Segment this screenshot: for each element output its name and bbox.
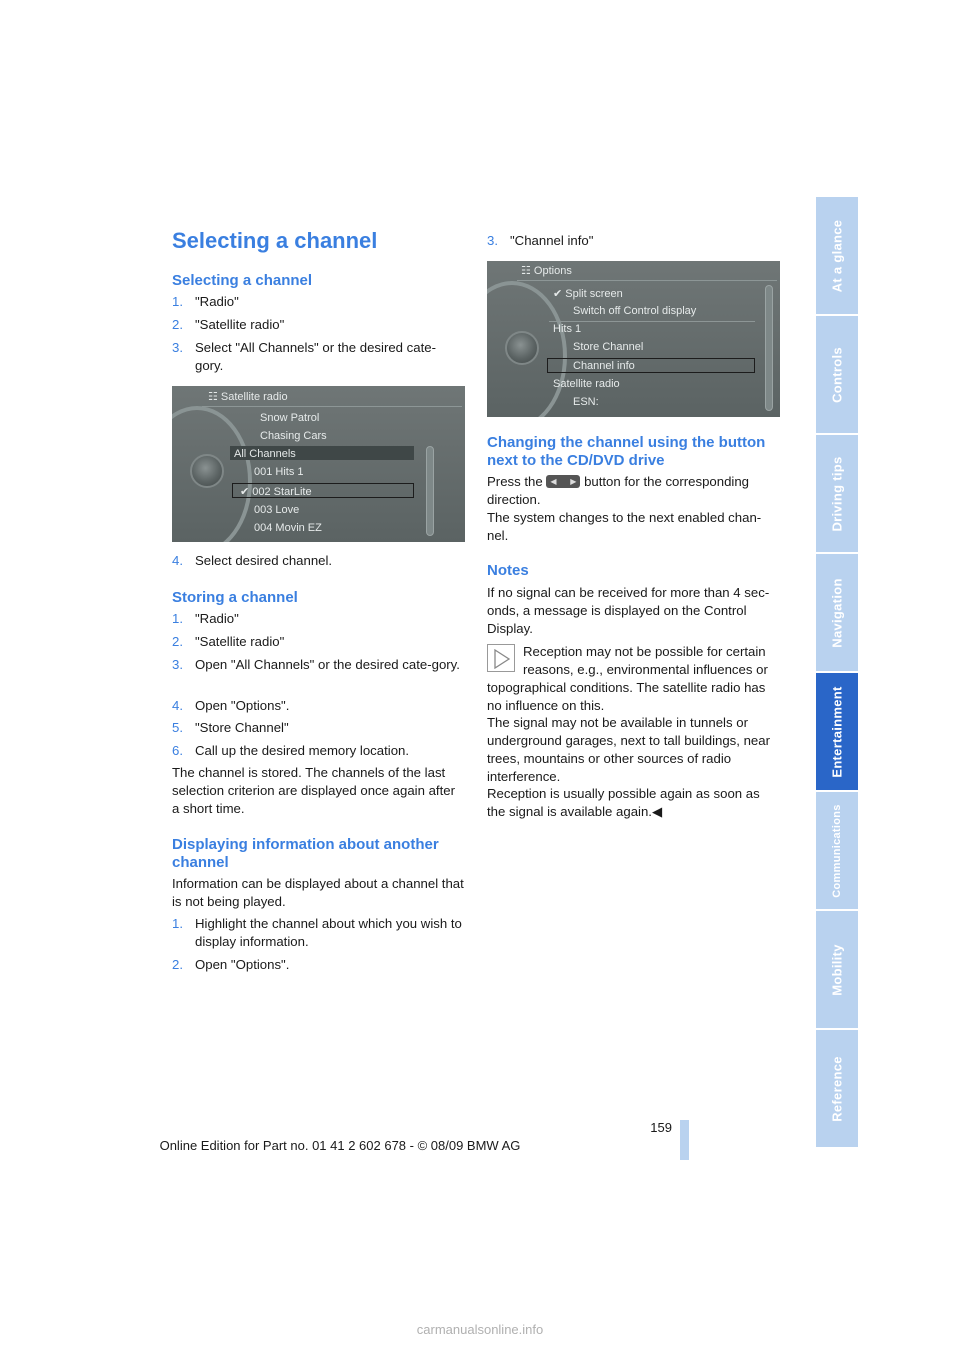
step-number: 3. bbox=[487, 233, 498, 248]
list-item bbox=[172, 552, 464, 570]
tab-label: Entertainment bbox=[829, 685, 845, 778]
screen-row: ✔ 002 StarLite bbox=[240, 486, 312, 498]
step-text: Select "All Channels" or the desired cate-gory. bbox=[195, 340, 437, 373]
list-item bbox=[172, 956, 464, 974]
step-number: 2. bbox=[172, 634, 183, 649]
chapter-tabs bbox=[816, 197, 858, 1149]
page-marker bbox=[680, 1120, 689, 1160]
list-item bbox=[487, 232, 779, 250]
press-text: Press the bbox=[487, 474, 543, 489]
watermark: carmanualsonline.info bbox=[416, 1322, 544, 1337]
controller-knob bbox=[505, 331, 539, 365]
screen-header: ☷ Satellite radio bbox=[208, 391, 288, 403]
tab-reference[interactable] bbox=[816, 1030, 858, 1149]
paragraph: The system changes to the next enabled chan-nel. bbox=[487, 510, 762, 543]
screen-row: 004 Movin EZ bbox=[254, 522, 322, 534]
list-item bbox=[172, 719, 464, 737]
tab-label: Driving tips bbox=[829, 455, 845, 532]
screen-row: ✔ Split screen bbox=[553, 288, 623, 300]
screen-row: Channel info bbox=[573, 360, 635, 372]
tab-communications[interactable] bbox=[816, 792, 858, 911]
step-number: 5. bbox=[172, 720, 183, 735]
step-text: Open "Options". bbox=[195, 698, 290, 713]
options-screenshot bbox=[487, 261, 780, 417]
step-number: 2. bbox=[172, 317, 183, 332]
screen-row: 001 Hits 1 bbox=[254, 466, 304, 478]
step-number: 2. bbox=[172, 957, 183, 972]
tab-label: Communications bbox=[831, 803, 843, 898]
tab-at-a-glance[interactable] bbox=[816, 197, 858, 316]
step-number: 1. bbox=[172, 611, 183, 626]
scrollbar bbox=[765, 285, 773, 411]
section-heading-selecting: Selecting a channel bbox=[172, 272, 313, 289]
page-title: Selecting a channel bbox=[172, 228, 378, 253]
paragraph: Reception is usually possible again as soon as the signal is available again.◀ bbox=[487, 786, 760, 819]
step-text: Select desired channel. bbox=[195, 553, 333, 568]
section-heading-changing: Changing the channel using the button next to the CD/DVD drive bbox=[487, 434, 766, 469]
screen-row: 003 Love bbox=[254, 504, 300, 516]
tab-driving-tips[interactable] bbox=[816, 435, 858, 554]
list-item bbox=[172, 915, 464, 951]
tab-entertainment[interactable] bbox=[816, 673, 858, 792]
screen-header-text: Options bbox=[533, 265, 572, 277]
screen-header-text: Satellite radio bbox=[220, 391, 288, 403]
step-text: "Store Channel" bbox=[195, 720, 289, 735]
list-item bbox=[172, 339, 464, 375]
paragraph: Reception may not be possible for certain reasons, e.g., environmental influences or bbox=[523, 644, 768, 677]
paragraph: The signal may not be available in tunnels or underground garages, next to tall buildings, near trees, mountains or other sources of radio interference. bbox=[487, 715, 770, 784]
header-divider bbox=[517, 280, 777, 281]
paragraph: Information can be displayed about a channel that is not being played. bbox=[172, 876, 464, 909]
note-triangle-icon bbox=[493, 649, 511, 669]
step-text: "Radio" bbox=[195, 611, 239, 626]
screen-row: Store Channel bbox=[573, 341, 644, 353]
note-icon bbox=[487, 644, 515, 672]
step-number: 4. bbox=[172, 698, 183, 713]
seek-button-icon bbox=[546, 475, 580, 488]
screen-row-text: Split screen bbox=[565, 288, 623, 300]
row-divider bbox=[549, 321, 755, 322]
screen-row: Snow Patrol bbox=[260, 412, 320, 424]
step-text: Call up the desired memory location. bbox=[195, 743, 410, 758]
step-number: 1. bbox=[172, 294, 183, 309]
step-text: Open "All Channels" or the desired cate-gory. bbox=[195, 657, 460, 672]
step-number: 3. bbox=[172, 340, 183, 355]
screen-header: ☷ Options bbox=[521, 265, 572, 277]
screen-row: All Channels bbox=[234, 448, 296, 460]
list-item bbox=[172, 610, 464, 628]
list-item bbox=[172, 656, 464, 674]
screen-row: Satellite radio bbox=[553, 378, 620, 390]
list-item bbox=[172, 742, 464, 760]
step-text: Open "Options". bbox=[195, 957, 290, 972]
tab-label: At a glance bbox=[829, 219, 845, 292]
step-number: 4. bbox=[172, 553, 183, 568]
paragraph bbox=[487, 473, 779, 509]
step-text: Highlight the channel about which you wish to display information. bbox=[195, 916, 462, 949]
step-text: "Channel info" bbox=[510, 233, 594, 248]
list-item bbox=[172, 293, 464, 311]
paragraph: If no signal can be received for more than 4 sec-onds, a message is displayed on the Control Display. bbox=[487, 585, 770, 636]
screen-row: Chasing Cars bbox=[260, 430, 327, 442]
paragraph: The channel is stored. The channels of the last selection criterion are displayed once again after a short time. bbox=[172, 765, 455, 816]
scrollbar bbox=[426, 446, 434, 536]
section-heading-storing: Storing a channel bbox=[172, 589, 298, 606]
step-text: "Satellite radio" bbox=[195, 317, 285, 332]
step-text: "Radio" bbox=[195, 294, 239, 309]
tab-label: Controls bbox=[829, 346, 845, 403]
section-heading-info: Displaying information about another channel bbox=[172, 836, 439, 871]
tab-label: Reference bbox=[829, 1055, 845, 1122]
screen-row: ESN: bbox=[573, 396, 599, 408]
tab-controls[interactable] bbox=[816, 316, 858, 435]
page-number: 159 bbox=[650, 1120, 672, 1135]
step-number: 6. bbox=[172, 743, 183, 758]
step-number: 1. bbox=[172, 916, 183, 931]
paragraph: topographical conditions. The satellite radio has no influence on this. bbox=[487, 680, 766, 713]
press-text: button for the corresponding direction. bbox=[487, 474, 750, 507]
tab-mobility[interactable] bbox=[816, 911, 858, 1030]
footer-text: Online Edition for Part no. 01 41 2 602 678 - © 08/09 BMW AG bbox=[159, 1138, 521, 1153]
controller-knob bbox=[190, 454, 224, 488]
header-divider bbox=[202, 406, 462, 407]
screen-row: Hits 1 bbox=[553, 323, 582, 335]
step-text: "Satellite radio" bbox=[195, 634, 285, 649]
list-item bbox=[172, 697, 464, 715]
tab-navigation[interactable] bbox=[816, 554, 858, 673]
list-item bbox=[172, 633, 464, 651]
satellite-radio-screenshot bbox=[172, 386, 465, 542]
step-number: 3. bbox=[172, 657, 183, 672]
tab-label: Navigation bbox=[829, 577, 845, 648]
tab-label: Mobility bbox=[829, 943, 845, 996]
section-heading-notes: Notes bbox=[487, 562, 529, 579]
list-item bbox=[172, 316, 464, 334]
screen-row: Switch off Control display bbox=[573, 305, 697, 317]
